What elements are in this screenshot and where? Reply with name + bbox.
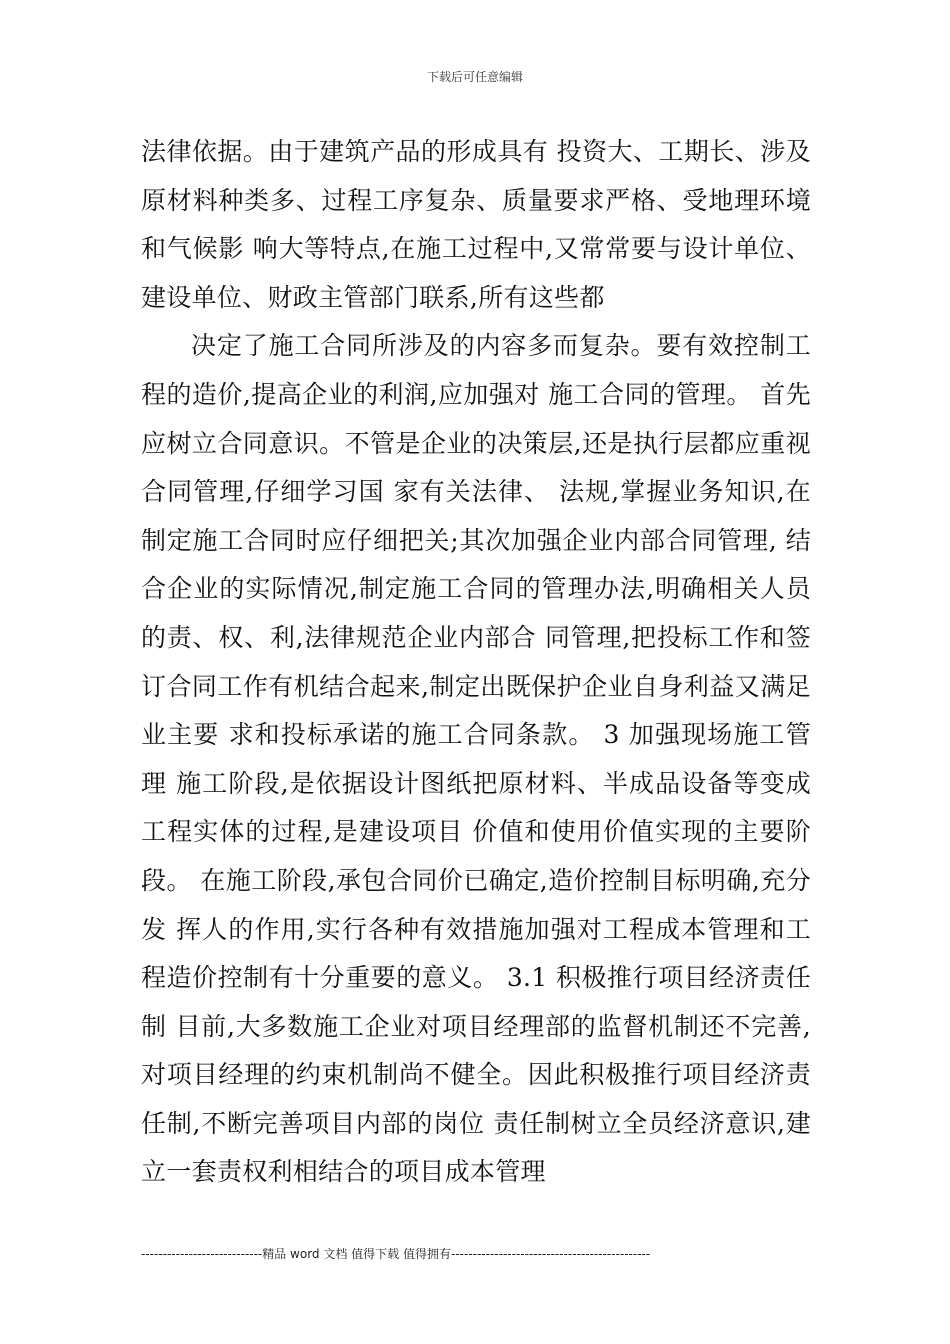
- page-footer: ----------------------------精品 word 文档 值得下载 值得拥有----------------------------------------------: [141, 1247, 651, 1261]
- paragraph-1: 法律依据。由于建筑产品的形成具有 投资大、工期长、涉及原材料种类多、过程工序复杂、质量要求严格、受地理环境和气候影 响大等特点,在施工过程中,又常常要与设计单位、建设单位、财政主管部门联系,所有这些都: [141, 137, 811, 312]
- page-header: 下载后可任意编辑: [426, 70, 523, 84]
- body-text: [141, 128, 811, 1197]
- paragraph-2: 决定了施工合同所涉及的内容多而复杂。要有效控制工程的造价,提高企业的利润,应加强对 施工合同的管理。 首先应树立合同意识。不管是企业的决策层,还是执行层都应重视合同管理,仔细学习国 家有关法律、 法规,掌握业务知识,在制定施工合同时应仔细把关;其次加强企业内部合同管理, 结合企业的实际情况,制定施工合同的管理办法,明确相关人员的责、权、利,法律规范企业内部合 同管理,把投标工作和签订合同工作有机结合起来,制定出既保护企业自身利益又满足业主要 求和投标承诺的施工合同条款。 3 加强现场施工管理 施工阶段,是依据设计图纸把原材料、半成品设备等变成工程实体的过程,是建设项目 价值和使用价值实现的主要阶段。 在施工阶段,承包合同价已确定,造价控制目标明确,充分发 挥人的作用,实行各种有效措施加强对工程成本管理和工程造价控制有十分重要的意义。 3.1 积极推行项目经济责任制 目前,大多数施工企业对项目经理部的监督机制还不完善, 对项目经理的约束机制尚不健全。因此积极推行项目经济责任制,不断完善项目内部的岗位 责任制树立全员经济意识,建立一套责权利相结合的项目成本管理: [141, 331, 811, 1187]
